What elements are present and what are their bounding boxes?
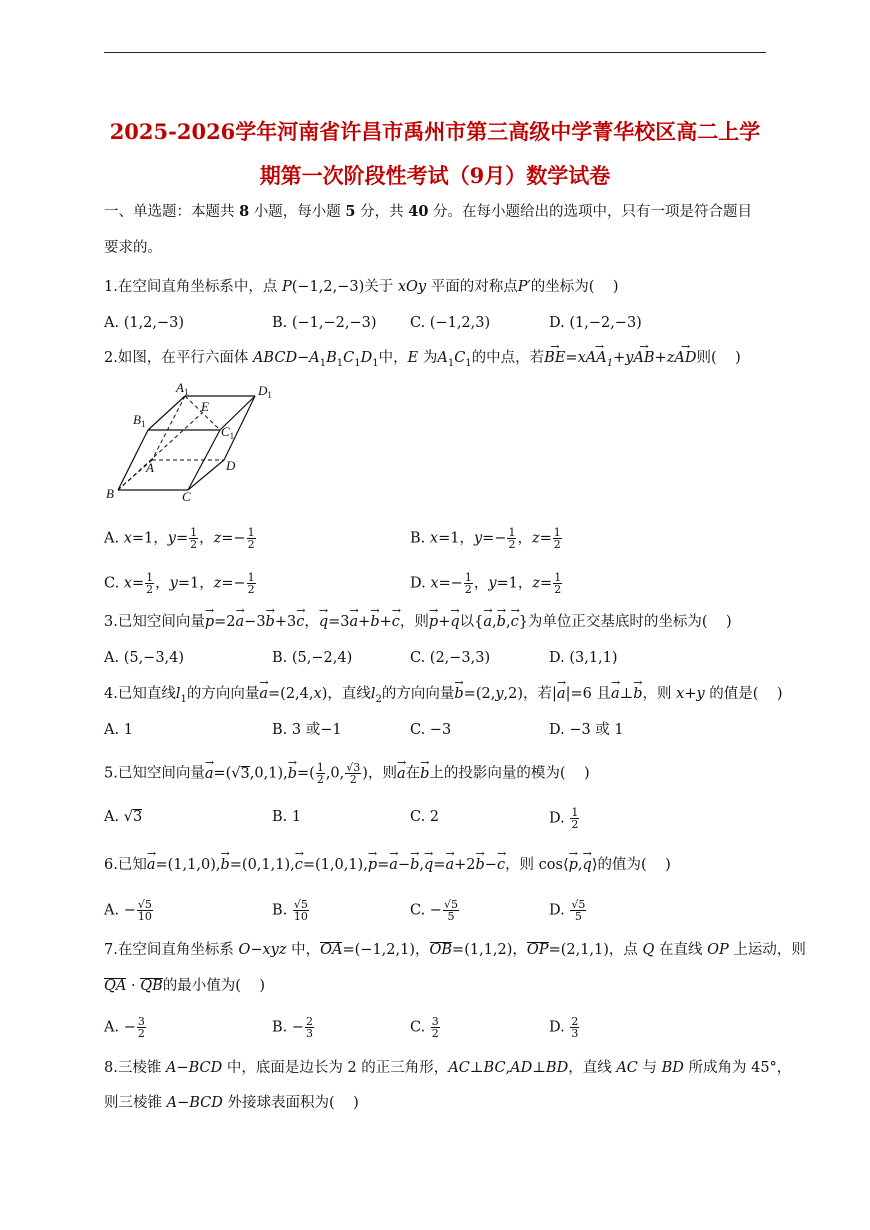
figure-label-C: C xyxy=(182,489,191,504)
question-6-option-b: B. $\frac{√5}{10}$ xyxy=(272,898,308,923)
question-6-option-c: C. − $\frac{√5}{5}$ xyxy=(410,898,458,923)
question-6-option-a: A. − $\frac{√5}{10}$ xyxy=(104,898,152,923)
figure-label-C1: $C_1$ xyxy=(221,424,235,441)
figure-label-A1: $A_1$ xyxy=(176,380,189,397)
question-7-stem-line2: QA · QB的最小值为( ) xyxy=(104,978,265,994)
header-rule xyxy=(104,52,766,53)
figure-label-B: B xyxy=(106,486,114,501)
question-4-option-b: B. 3 或−1 xyxy=(272,722,342,738)
question-3-option-c: C. (2,−3,3) xyxy=(410,650,491,666)
question-2-option-d: D. x=− $\frac{1}{2}$ ，y=1，z= $\frac{1}{2}$ xyxy=(410,571,562,596)
question-4-stem: 4.已知直线$l_1$的方向向量→ a=(2,4,x)，直线$l_2$的方向向量→ b=(2,y,2)，若|→ a|=6 且→ a⊥→ b，则 x+y 的值是( ) xyxy=(104,684,783,710)
question-1-stem: 1.在空间直角坐标系中，点 P(−1,2,−3)关于 xOy 平面的对称点P′的坐标为( ) xyxy=(104,279,619,295)
parallelepiped-figure xyxy=(100,378,290,506)
section-heading-line1: 一、单选题：本题共 8 小题，每小题 5 分，共 40 分。在每小题给出的选项中，只有一项是符合题目 xyxy=(104,203,753,220)
question-5-option-c: C. 2 xyxy=(410,809,440,825)
question-4-option-c: C. −3 xyxy=(410,722,452,738)
question-7-option-d: D. $\frac{2}{3}$ xyxy=(549,1015,579,1040)
question-3-option-b: B. (5,−2,4) xyxy=(272,650,353,666)
question-4-option-d: D. −3 或 1 xyxy=(549,722,624,738)
question-8-stem-line1: 8.三棱锥 A−BCD 中，底面是边长为 2 的正三角形，AC⊥BC,AD⊥BD，直线 AC 与 BD 所成角为 45°， xyxy=(104,1060,792,1076)
question-3-option-d: D. (3,1,1) xyxy=(549,650,618,666)
figure-label-E: E xyxy=(201,399,209,414)
figure-label-B1: $B_1$ xyxy=(133,412,146,429)
question-2-option-b: B. x=1，y=− $\frac{1}{2}$ ，z= $\frac{1}{2}$ xyxy=(410,526,561,551)
question-7-option-c: C. $\frac{3}{2}$ xyxy=(410,1015,439,1040)
question-2-option-c: C. x= $\frac{1}{2}$ ，y=1，z=− $\frac{1}{2}$ xyxy=(104,571,255,596)
exam-title-line2: 期第一次阶段性考试（9月）数学试卷 xyxy=(259,163,611,188)
question-6-option-d: D. $\frac{√5}{5}$ xyxy=(549,898,586,923)
question-7-option-a: A. − $\frac{3}{2}$ xyxy=(104,1015,145,1040)
figure-label-A: A xyxy=(146,460,154,475)
question-1-option-c: C. (−1,2,3) xyxy=(410,315,491,331)
question-2-option-a: A. x=1，y= $\frac{1}{2}$ ，z=− $\frac{1}{2}$ xyxy=(104,526,255,551)
question-5-option-b: B. 1 xyxy=(272,809,302,825)
question-5-option-a: A. √3 xyxy=(104,809,143,825)
question-2-stem: 2.如图，在平行六面体 $ABCD-A_1B_1C_1D_1$中，E 为$A_1C_1$的中点，若→ $BE=x\to AA_1+y\to AB+z\to$ AD则( ) xyxy=(104,348,741,374)
question-1-option-a: A. (1,2,−3) xyxy=(104,315,185,331)
question-3-stem: 3.已知空间向量→ p=2→ a−3→ b+3→ c，→ q=3→ a+→ b+→ c，则→ p+→ q以{→ a,→ b,→ c}为单位正交基底时的坐标为( ) xyxy=(104,612,732,632)
section-heading-line2: 要求的。 xyxy=(104,240,162,256)
question-6-stem: 6.已知→ a=(1,1,0),→ b=(0,1,1),→ c=(1,0,1),→ p=→ a−→ b,→ q=→ a+2→ b−→ c，则 cos⟨→ p,→ q⟩的值为( ) xyxy=(104,855,671,875)
figure-label-D: D xyxy=(226,458,236,473)
question-7-stem-line1: 7.在空间直角坐标系 O−xyz 中，OA=(−1,2,1)，OB=(1,1,2)，OP=(2,1,1)，点 Q 在直线 OP 上运动，则 xyxy=(104,942,806,958)
question-3-option-a: A. (5,−3,4) xyxy=(104,650,185,666)
question-5-stem: 5.已知空间向量→ a=(√3,0,1),→ b=( $\frac{1}{2}$ ,0, $\frac{√3}{2}$ )，则→ a在→ b上的投影向量的模为( ) xyxy=(104,762,590,785)
question-7-option-b: B. − $\frac{2}{3}$ xyxy=(272,1015,314,1040)
question-1-option-d: D. (1,−2,−3) xyxy=(549,315,642,331)
question-8-stem-line2: 则三棱锥 A−BCD 外接球表面积为( ) xyxy=(104,1095,359,1111)
exam-title-line1: 2025-2026学年河南省许昌市禹州市第三高级中学菁华校区高二上学 xyxy=(109,119,761,144)
question-4-option-a: A. 1 xyxy=(104,722,133,738)
question-5-option-d: D. $\frac{1}{2}$ xyxy=(549,806,579,831)
question-1-option-b: B. (−1,−2,−3) xyxy=(272,315,377,331)
figure-label-D1: $D_1$ xyxy=(258,383,272,400)
